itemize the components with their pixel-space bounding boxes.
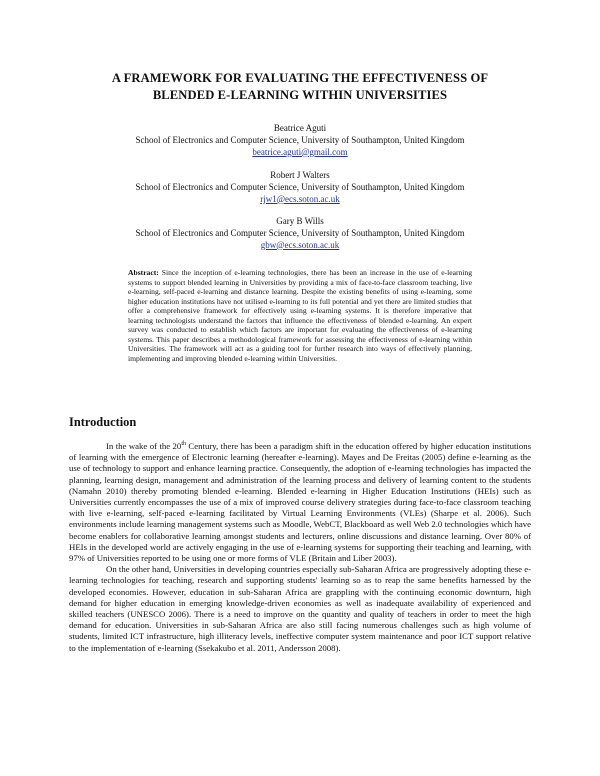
abstract-text: Since the inception of e-learning technologies, there has been an increase in the use of e-learning systems to support blended learning in Universities by providing a mix of face-to-face classroom teaching, live e-learning, self-paced e-learning and distance learning. Despite the existing benefits of using e-learning, some higher education institutions have not utilised e-learning to its full potential and yet there are limited studies that offer a comprehensive framework for effectively using e-learning systems. It is therefore imperative that learning technologists understand the factors that influence the effectiveness of blended e-learning. An expert survey was conducted to establish which factors are important for evaluating the effectiveness of e-learning systems. This paper describes a methodological framework for assessing the effectiveness of e-learning within Universities. The framework will act as a guiding tool for further research into ways of effectively planning, implementing and improving blended e-learning within Universities.	[128, 268, 472, 363]
author-block-2	[60, 170, 540, 205]
section-heading-introduction: Introduction	[69, 415, 137, 429]
abstract	[128, 268, 472, 363]
author-name: Beatrice Aguti	[273, 123, 327, 133]
author-block-1	[60, 123, 540, 158]
superscript: th	[181, 441, 186, 448]
author-affiliation: School of Electronics and Computer Science, University of Southampton, United Kingdom	[135, 134, 465, 145]
title-line-2: BLENDED E-LEARNING WITHIN UNIVERSITIES	[152, 88, 448, 102]
author-email-link[interactable]: beatrice.aguti@gmail.com	[252, 146, 348, 157]
title-line-1: A FRAMEWORK FOR EVALUATING THE EFFECTIVENESS OF	[111, 71, 489, 85]
introduction-body	[69, 441, 531, 654]
author-name: Gary B Wills	[276, 216, 324, 226]
author-affiliation: School of Electronics and Computer Science, University of Southampton, United Kingdom	[135, 227, 465, 238]
paragraph-1: In the wake of the 20th Century, there has been a paradigm shift in the education offered by higher education institutions of learning with the emergence of Electronic learning (hereafter e-learning). Mayes and De Freitas (2005) define e-learning as the use of technology to support and enhance learning practice. Consequently, the adoption of e-learning technologies has impacted the planning, learning design, management and administration of the learning process and delivery of learning content to the students (Namahn 2010) thereby promoting blended e-learning. Blended e-learning in Higher Education Institutions (HEIs) such as Universities currently encompasses the use of a mix of improved course delivery strategies during face-to-face classroom teaching with live e-learning, self-paced e-learning facilitated by Virtual Learning Environments (VLEs) (Sharpe et al. 2006). Such environments include learning management systems such as Moodle, WebCT, Blackboard as well Web 2.0 technologies which have become enablers for collaborative learning amongst students and lecturers, online discussions and distance learning. Over 80% of HEIs in the developed world are actively engaging in the use of e-learning systems for supporting their teaching and learning, with 97% of Universities reported to be using one or more forms of VLE (Britain and Liber 2003).	[69, 441, 531, 564]
paper-title	[60, 70, 540, 104]
author-name: Robert J Walters	[270, 170, 330, 180]
abstract-label: Abstract:	[128, 268, 159, 277]
author-block-3	[60, 216, 540, 251]
paragraph-2: On the other hand, Universities in developing countries especially sub-Saharan Africa are progressively adopting these e-learning technologies for teaching, research and supporting students' learning so as to reap the same benefits harnessed by the developed economies. However, education in sub-Saharan Africa are grappling with the continuing economic downturn, high demand for higher education in emerging knowledge-driven economies as well as inadequate availability of experienced and skilled teachers (UNESCO 2006). There is a need to improve on the quantity and quality of teachers in order to meet the high demand for education. Universities in sub-Saharan Africa are also still facing numerous challenges such as high volume of students, limited ICT infrastructure, high illiteracy levels, ineffective computer system maintenance and poor ICT support relative to the implementation of e-learning (Ssekakubo et al. 2011, Andersson 2008).	[69, 564, 531, 653]
author-email-link[interactable]: rjw1@ecs.soton.ac.uk	[260, 193, 340, 204]
author-email-link[interactable]: gbw@ecs.soton.ac.uk	[260, 239, 340, 250]
author-affiliation: School of Electronics and Computer Science, University of Southampton, United Kingdom	[135, 181, 465, 192]
